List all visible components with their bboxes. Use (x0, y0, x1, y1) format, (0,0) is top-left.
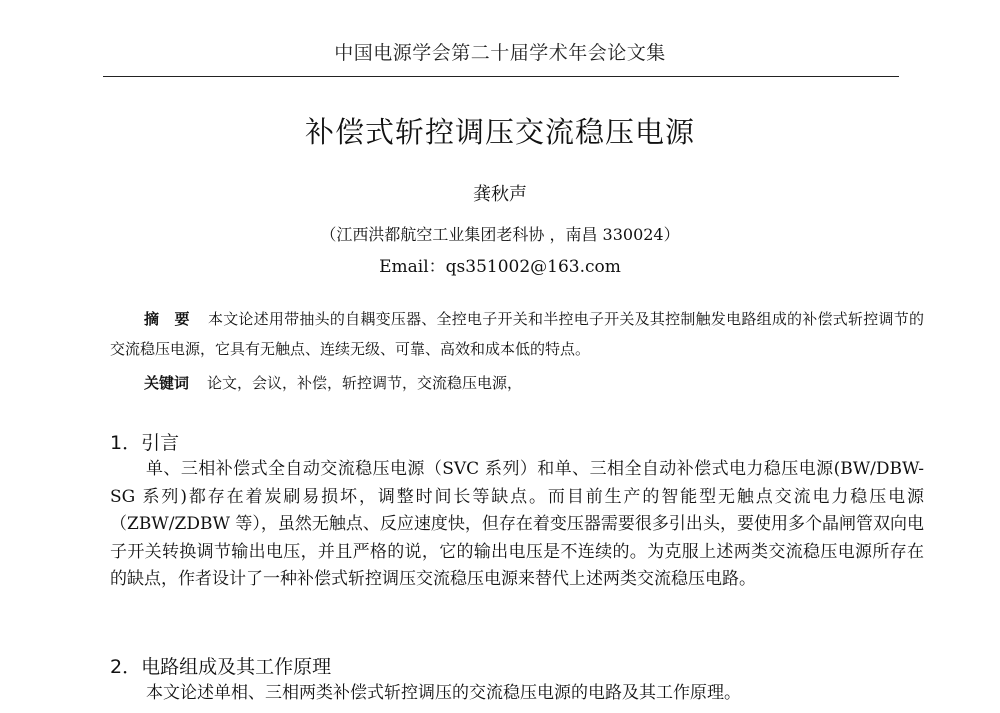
keywords-label: 关键词 (144, 374, 190, 392)
paper-affiliation: （江西洪都航空工业集团老科协 ，南昌 330024） (320, 225, 680, 244)
section-heading-introduction: 1．引言 (110, 432, 180, 454)
running-header: 中国电源学会第二十届学术年会论文集 (334, 42, 666, 64)
keywords (144, 370, 924, 396)
abstract-label: 摘 要 (144, 310, 190, 328)
section-paragraph-introduction: 单、三相补偿式全自动交流稳压电源（SVC 系列）和单、三相全自动补偿式电力稳压电源(BW/DBW-SG 系列)都存在着炭刷易损坏，调整时间长等缺点。而目前生产的智能型无触点交流电力稳压电源（ZBW/ZDBW 等），虽然无触点、反应速度快，但存在着变压器需要很多引出头，要使用多个晶闸管双向电子开关转换调节输出电压，并且严格的说，它的输出电压是不连续的。为克服上述两类交流稳压电源所存在的缺点，作者设计了一种补偿式斩控调压交流稳压电源来替代上述两类交流稳压电路。 (110, 459, 924, 589)
paper-author: 龚秋声 (473, 184, 527, 205)
paper-email: Email：qs351002@163.com (379, 257, 621, 277)
abstract-text: 本文论述用带抽头的自耦变压器、全控电子开关和半控电子开关及其控制触发电路组成的补偿式斩控调节的交流稳压电源，它具有无触点、连续无级、可靠、高效和成本低的特点。 (110, 310, 924, 358)
paper-title: 补偿式斩控调压交流稳压电源 (304, 115, 695, 149)
section-heading-circuit: 2．电路组成及其工作原理 (110, 656, 332, 678)
header-rule (103, 76, 899, 77)
keywords-text: 论文，会议，补偿，斩控调节，交流稳压电源， (207, 374, 523, 392)
section-paragraph-circuit: 本文论述单相、三相两类补偿式斩控调压的交流稳压电源的电路及其工作原理。 (146, 683, 741, 703)
abstract (110, 304, 924, 364)
